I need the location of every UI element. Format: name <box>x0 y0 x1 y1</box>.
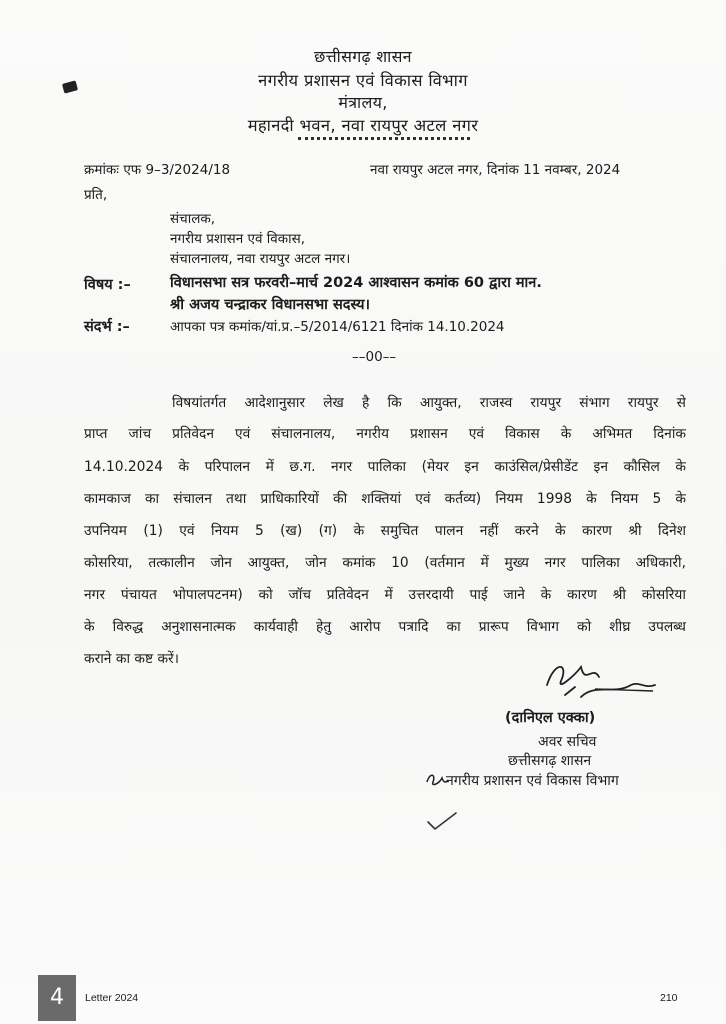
subject-line-1: विधानसभा सत्र फरवरी–मार्च 2024 आश्वासन कमांक 60 द्वारा मान. <box>170 275 542 291</box>
body-line: कोसरिया, तत्कालीन जोन आयुक्त, जोन कमांक 10 (वर्तमान में मुख्य नगर पालिका अधिकारी, <box>84 555 686 571</box>
subject-label: विषय :– <box>84 277 131 293</box>
section-separator: ––00–– <box>352 349 397 365</box>
body-line: कामकाज का संचालन तथा प्राधिकारियों की शक्तियां एवं कर्तव्य) नियम 1998 के नियम 5 के <box>84 491 686 507</box>
letter-reference-number: क्रमांकः एफ 9–3/2024/18 <box>84 162 231 178</box>
signatory-designation: अवर सचिव <box>538 734 597 750</box>
body-line: 14.10.2024 के परिपालन में छ.ग. नगर पालिका (मेयर इन काउंसिल/प्रेसीडेंट इन कौसिल के <box>84 459 686 475</box>
body-line: उपनियम (1) एवं नियम 5 (ख) (ग) के समुचित पालन नहीं करने के कारण श्री दिनेश <box>84 523 686 539</box>
letterhead-address: महानदी भवन, नवा रायपुर अटल नगर <box>247 116 479 135</box>
signatory-name: (दानिएल एक्का) <box>505 710 596 726</box>
addressee-line-2: नगरीय प्रशासन एवं विकास, <box>170 231 306 247</box>
footer-label: Letter 2024 <box>85 992 139 1004</box>
tick-mark-icon <box>425 810 459 832</box>
reference-label: संदर्भ :– <box>84 319 130 335</box>
addressee-line-3: संचालनालय, नवा रायपुर अटल नगर। <box>170 251 351 267</box>
signatory-department: नगरीय प्रशासन एवं विकास विभाग <box>446 773 619 789</box>
letter-place-date: नवा रायपुर अटल नगर, दिनांक 11 नवम्बर, 2024 <box>370 162 621 178</box>
letterhead-government: छत्तीसगढ़ शासन <box>314 47 412 66</box>
reference-text: आपका पत्र कमांक/यां.प्र.–5/2014/6121 दिनांक 14.10.2024 <box>170 319 505 335</box>
letterhead-ministry: मंत्रालय, <box>338 93 388 112</box>
letterhead-department: नगरीय प्रशासन एवं विकास विभाग <box>258 71 468 90</box>
body-line: प्राप्त जांच प्रतिवेदन एवं संचालनालय, नगरीय प्रशासन एवं विकास के अभिमत दिनांक <box>84 426 686 442</box>
body-line: विषयांतर्गत आदेशानुसार लेख है कि आयुक्त, राजस्व रायपुर संभाग रायपुर से <box>172 395 686 411</box>
body-line: नगर पंचायत भोपालपटनम) को जॉच प्रतिवेदन में उत्तरदायी पाई जाने के कारण श्री कोसरिया <box>84 587 686 603</box>
letterhead-divider <box>298 137 470 140</box>
body-line: के विरुद्ध अनुशासनात्मक कार्यवाही हेतु आरोप पत्रादि का प्रारूप विभाग को शीघ्र उपलब्ध <box>84 619 686 635</box>
signature-scribble-icon <box>535 655 665 707</box>
footer-page-number: 210 <box>660 992 678 1004</box>
signatory-government: छत्तीसगढ़ शासन <box>508 753 592 769</box>
page-badge: 4 <box>38 975 76 1021</box>
addressee-line-1: संचालक, <box>170 211 216 227</box>
subject-line-2: श्री अजय चन्द्राकर विधानसभा सदस्य। <box>170 297 371 313</box>
body-line: कराने का कष्ट करें। <box>84 651 179 667</box>
prati-label: प्रति, <box>84 187 108 203</box>
